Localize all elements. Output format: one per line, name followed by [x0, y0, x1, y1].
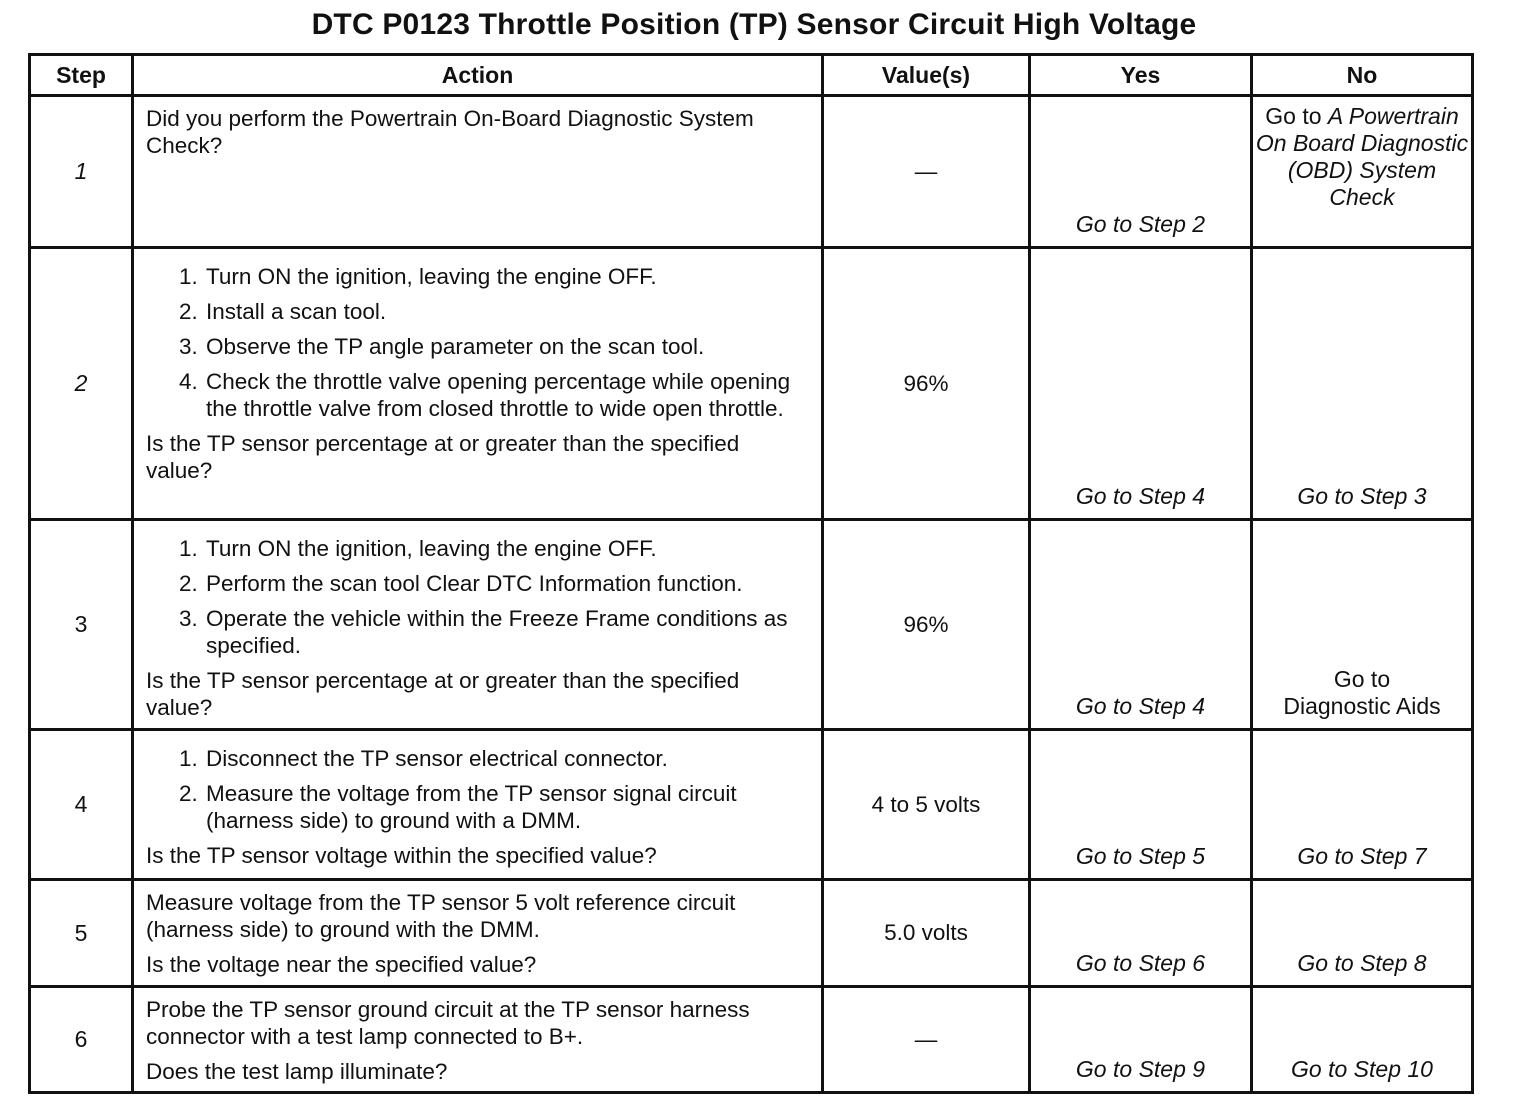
yes-cell: Go to Step 9 [1030, 987, 1252, 1093]
header-values: Value(s) [823, 55, 1030, 96]
diagnostic-table [28, 53, 1474, 1094]
action-cell [133, 880, 823, 987]
action-list [146, 263, 809, 422]
step-number: 4 [30, 730, 133, 880]
action-question: Is the TP sensor voltage within the specified value? [146, 843, 657, 868]
table-row [30, 880, 1473, 987]
action-cell [133, 248, 823, 520]
no-line: Go to [1333, 666, 1391, 692]
value-cell: 4 to 5 volts [823, 730, 1030, 880]
step-number: 3 [30, 520, 133, 730]
action-cell [133, 987, 823, 1093]
action-list-item: 1. Turn ON the ignition, leaving the engine OFF. [204, 263, 809, 290]
step-number: 2 [30, 248, 133, 520]
header-yes: Yes [1030, 55, 1252, 96]
table-row [30, 96, 1473, 248]
table-header-row [30, 55, 1473, 96]
action-cell [133, 520, 823, 730]
action-list [146, 535, 809, 659]
yes-cell: Go to Step 4 [1030, 248, 1252, 520]
action-list-item: 1. Turn ON the ignition, leaving the engine OFF. [204, 535, 809, 562]
action-question: Is the TP sensor percentage at or greater than the specified value? [146, 668, 740, 720]
step-number: 5 [30, 880, 133, 987]
no-cell: Go to Step 10 [1252, 987, 1473, 1093]
action-list-item: 3. Operate the vehicle within the Freeze Frame conditions as specified. [204, 605, 809, 659]
header-action: Action [133, 55, 823, 96]
yes-cell: Go to Step 5 [1030, 730, 1252, 880]
header-step: Step [30, 55, 133, 96]
action-list-item: 2. Measure the voltage from the TP sensor signal circuit (harness side) to ground with a DMM. [204, 780, 809, 834]
no-cell: Go to Step 8 [1252, 880, 1473, 987]
no-cell [1252, 96, 1473, 248]
yes-cell: Go to Step 6 [1030, 880, 1252, 987]
step-number: 1 [30, 96, 133, 248]
action-text: Probe the TP sensor ground circuit at the TP sensor harness connector with a test lamp connected to B+. [146, 997, 750, 1049]
action-cell [133, 96, 823, 248]
yes-cell: Go to Step 2 [1030, 96, 1252, 248]
yes-cell: Go to Step 4 [1030, 520, 1252, 730]
table-row [30, 987, 1473, 1093]
action-list-item: 1. Disconnect the TP sensor electrical connector. [204, 745, 809, 772]
value-cell: 5.0 volts [823, 880, 1030, 987]
value-cell: — [823, 987, 1030, 1093]
table-row [30, 520, 1473, 730]
action-list [146, 745, 809, 834]
value-cell: 96% [823, 520, 1030, 730]
action-cell [133, 730, 823, 880]
page-title: DTC P0123 Throttle Position (TP) Sensor Circuit High Voltage [311, 8, 1197, 41]
no-line: Diagnostic Aids [1283, 693, 1441, 719]
no-cell: Go to Step 3 [1252, 248, 1473, 520]
value-cell: 96% [823, 248, 1030, 520]
no-cell: Go to Step 7 [1252, 730, 1473, 880]
action-text: Did you perform the Powertrain On-Board Diagnostic System Check? [146, 106, 754, 158]
action-list-item: 4. Check the throttle valve opening percentage while opening the throttle valve from closed throttle to wide open throttle. [204, 368, 809, 422]
header-no: No [1252, 55, 1473, 96]
action-list-item: 3. Observe the TP angle parameter on the scan tool. [204, 333, 809, 360]
table-row [30, 248, 1473, 520]
no-reference: A Powertrain On Board Diagnostic (OBD) System Check [1255, 103, 1469, 210]
no-prefix: Go to [1265, 103, 1328, 129]
action-list-item: 2. Perform the scan tool Clear DTC Information function. [204, 570, 809, 597]
action-question: Does the test lamp illuminate? [146, 1059, 448, 1084]
action-text: Measure voltage from the TP sensor 5 volt reference circuit (harness side) to ground with the DMM. [146, 890, 736, 942]
action-list-item: 2. Install a scan tool. [204, 298, 809, 325]
action-question: Is the TP sensor percentage at or greater than the specified value? [146, 431, 740, 483]
table-row [30, 730, 1473, 880]
value-cell: — [823, 96, 1030, 248]
action-question: Is the voltage near the specified value? [146, 952, 537, 977]
step-number: 6 [30, 987, 133, 1093]
no-cell [1252, 520, 1473, 730]
